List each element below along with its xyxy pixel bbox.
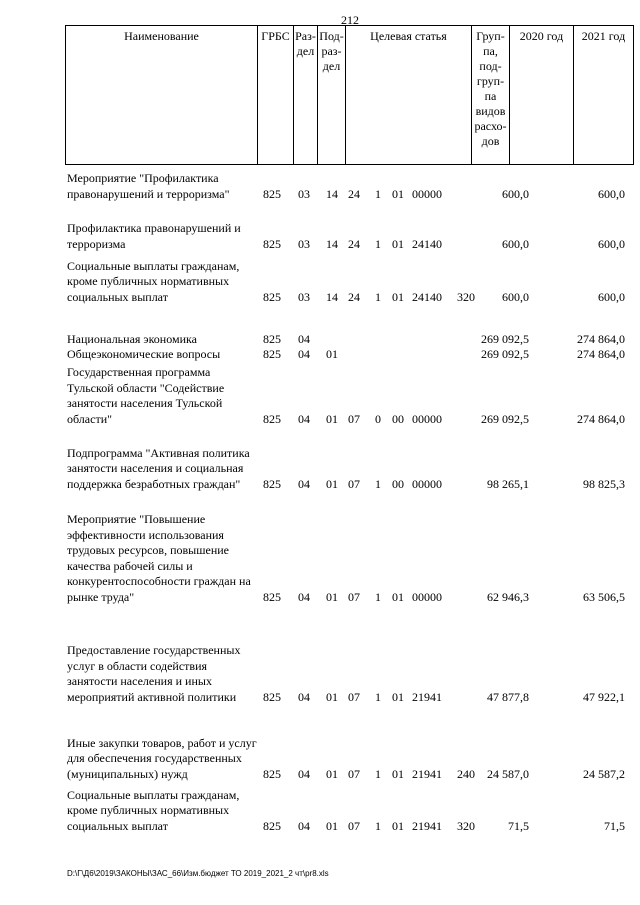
amount-2021-cell: 600,0 [598, 186, 625, 201]
file-path-footer: D:\Г\Д6\2019\ЗАКОНЫ\ЗАС_66\Изм.бюджет ТО 2019_2021_2 чт\pr8.xls [67, 869, 329, 878]
direction-code-cell: 00000 [412, 476, 442, 491]
header-celevaya-statya: Целевая статья [346, 26, 472, 165]
podrazdel-cell: 01 [326, 411, 338, 426]
razdel-cell: 04 [298, 346, 310, 361]
page-number: 212 [341, 13, 359, 27]
direction-code-cell: 21941 [412, 766, 442, 781]
razdel-cell: 04 [298, 331, 310, 346]
podrazdel-cell: 14 [326, 289, 338, 304]
table-header [65, 25, 634, 165]
program-code-cell: 07 [348, 689, 360, 704]
razdel-cell: 03 [298, 186, 310, 201]
amount-2020-cell: 269 092,5 [481, 346, 529, 361]
grbs-cell: 825 [263, 331, 281, 346]
main-event-code-cell: 01 [392, 289, 404, 304]
program-code-cell: 24 [348, 236, 360, 251]
row-name: Общеэкономические вопросы [67, 346, 221, 361]
podrazdel-cell: 14 [326, 186, 338, 201]
row-name: Предоставление государственных услуг в области содействия занятости населения и иных мероприятий активной политики [67, 643, 241, 704]
header-year-2020: 2020 год [510, 26, 574, 165]
grbs-cell: 825 [263, 476, 281, 491]
amount-2020-cell: 47 877,8 [487, 689, 529, 704]
table-row [0, 428, 640, 492]
row-name: Государственная программа Тульской области "Содействие занятости населения Тульской области" [67, 365, 225, 426]
direction-code-cell: 21941 [412, 689, 442, 704]
amount-2021-cell: 274 864,0 [577, 331, 625, 346]
grbs-cell: 825 [263, 346, 281, 361]
amount-2020-cell: 62 946,3 [487, 589, 529, 604]
amount-2021-cell: 24 587,2 [583, 766, 625, 781]
program-code-cell: 07 [348, 476, 360, 491]
direction-code-cell: 21941 [412, 818, 442, 833]
table-row [0, 363, 640, 427]
grbs-cell: 825 [263, 766, 281, 781]
grbs-cell: 825 [263, 289, 281, 304]
table-row [0, 170, 640, 202]
amount-2020-cell: 600,0 [502, 186, 529, 201]
table-row [0, 331, 640, 347]
row-name: Иные закупки товаров, работ и услуг для обеспечения государственных (муниципальных) нужд [67, 735, 257, 781]
header-name: Наименование [66, 26, 258, 165]
subprogram-code-cell: 1 [375, 186, 381, 201]
main-event-code-cell: 00 [392, 476, 404, 491]
table-row [0, 786, 640, 834]
row-name: Профилактика правонарушений и терроризма [67, 221, 241, 251]
main-event-code-cell: 01 [392, 236, 404, 251]
podrazdel-cell: 01 [326, 818, 338, 833]
header-razdel: Раз-дел [294, 26, 318, 165]
subprogram-code-cell: 1 [375, 476, 381, 491]
program-code-cell: 07 [348, 766, 360, 781]
razdel-cell: 04 [298, 476, 310, 491]
podrazdel-cell: 14 [326, 236, 338, 251]
subprogram-code-cell: 1 [375, 766, 381, 781]
amount-2020-cell: 71,5 [508, 818, 529, 833]
grbs-cell: 825 [263, 186, 281, 201]
table-row [0, 220, 640, 252]
grbs-cell: 825 [263, 589, 281, 604]
amount-2021-cell: 600,0 [598, 236, 625, 251]
main-event-code-cell: 00 [392, 411, 404, 426]
amount-2020-cell: 24 587,0 [487, 766, 529, 781]
subprogram-code-cell: 1 [375, 818, 381, 833]
amount-2020-cell: 600,0 [502, 289, 529, 304]
row-name: Национальная экономика [67, 331, 197, 346]
razdel-cell: 03 [298, 236, 310, 251]
table-row [0, 625, 640, 705]
program-code-cell: 24 [348, 289, 360, 304]
razdel-cell: 04 [298, 766, 310, 781]
program-code-cell: 07 [348, 411, 360, 426]
header-year-2021: 2021 год [574, 26, 634, 165]
razdel-cell: 04 [298, 411, 310, 426]
table-row [0, 257, 640, 305]
grbs-cell: 825 [263, 689, 281, 704]
amount-2021-cell: 600,0 [598, 289, 625, 304]
subprogram-code-cell: 1 [375, 236, 381, 251]
podrazdel-cell: 01 [326, 589, 338, 604]
subprogram-code-cell: 0 [375, 411, 381, 426]
podrazdel-cell: 01 [326, 346, 338, 361]
table-row [0, 718, 640, 782]
direction-code-cell: 00000 [412, 589, 442, 604]
expense-type-cell: 320 [457, 289, 475, 304]
amount-2021-cell: 47 922,1 [583, 689, 625, 704]
row-name: Социальные выплаты гражданам, кроме публичных нормативных социальных выплат [67, 258, 240, 304]
expense-type-cell: 320 [457, 818, 475, 833]
amount-2020-cell: 269 092,5 [481, 331, 529, 346]
header-grbs: ГРБС [258, 26, 294, 165]
amount-2021-cell: 274 864,0 [577, 346, 625, 361]
amount-2021-cell: 63 506,5 [583, 589, 625, 604]
row-name: Подпрограмма "Активная политика занятости населения и социальная поддержка безработных граждан" [67, 445, 250, 491]
main-event-code-cell: 01 [392, 818, 404, 833]
razdel-cell: 04 [298, 818, 310, 833]
main-event-code-cell: 01 [392, 186, 404, 201]
main-event-code-cell: 01 [392, 689, 404, 704]
razdel-cell: 04 [298, 589, 310, 604]
grbs-cell: 825 [263, 818, 281, 833]
amount-2020-cell: 269 092,5 [481, 411, 529, 426]
razdel-cell: 03 [298, 289, 310, 304]
podrazdel-cell: 01 [326, 766, 338, 781]
subprogram-code-cell: 1 [375, 589, 381, 604]
direction-code-cell: 24140 [412, 289, 442, 304]
amount-2020-cell: 98 265,1 [487, 476, 529, 491]
header-podrazdel: Под-раз-дел [318, 26, 346, 165]
grbs-cell: 825 [263, 236, 281, 251]
program-code-cell: 24 [348, 186, 360, 201]
row-name: Мероприятие "Профилактика правонарушений и терроризма" [67, 171, 230, 201]
subprogram-code-cell: 1 [375, 689, 381, 704]
table-row [0, 509, 640, 605]
grbs-cell: 825 [263, 411, 281, 426]
main-event-code-cell: 01 [392, 766, 404, 781]
razdel-cell: 04 [298, 689, 310, 704]
program-code-cell: 07 [348, 818, 360, 833]
amount-2020-cell: 600,0 [502, 236, 529, 251]
amount-2021-cell: 71,5 [604, 818, 625, 833]
podrazdel-cell: 01 [326, 689, 338, 704]
podrazdel-cell: 01 [326, 476, 338, 491]
amount-2021-cell: 274 864,0 [577, 411, 625, 426]
expense-type-cell: 240 [457, 766, 475, 781]
header-gruppa-vidov-rashodov: Груп-па, под-груп-па видов расхо-дов [472, 26, 510, 165]
table-row [0, 346, 640, 362]
row-name: Социальные выплаты гражданам, кроме публичных нормативных социальных выплат [67, 787, 240, 833]
row-name: Мероприятие "Повышение эффективности использования трудовых ресурсов, повышение качества рабочей силы и конкурентоспособности граждан на рынке труда" [67, 512, 251, 604]
main-event-code-cell: 01 [392, 589, 404, 604]
direction-code-cell: 24140 [412, 236, 442, 251]
direction-code-cell: 00000 [412, 186, 442, 201]
direction-code-cell: 00000 [412, 411, 442, 426]
program-code-cell: 07 [348, 589, 360, 604]
amount-2021-cell: 98 825,3 [583, 476, 625, 491]
subprogram-code-cell: 1 [375, 289, 381, 304]
